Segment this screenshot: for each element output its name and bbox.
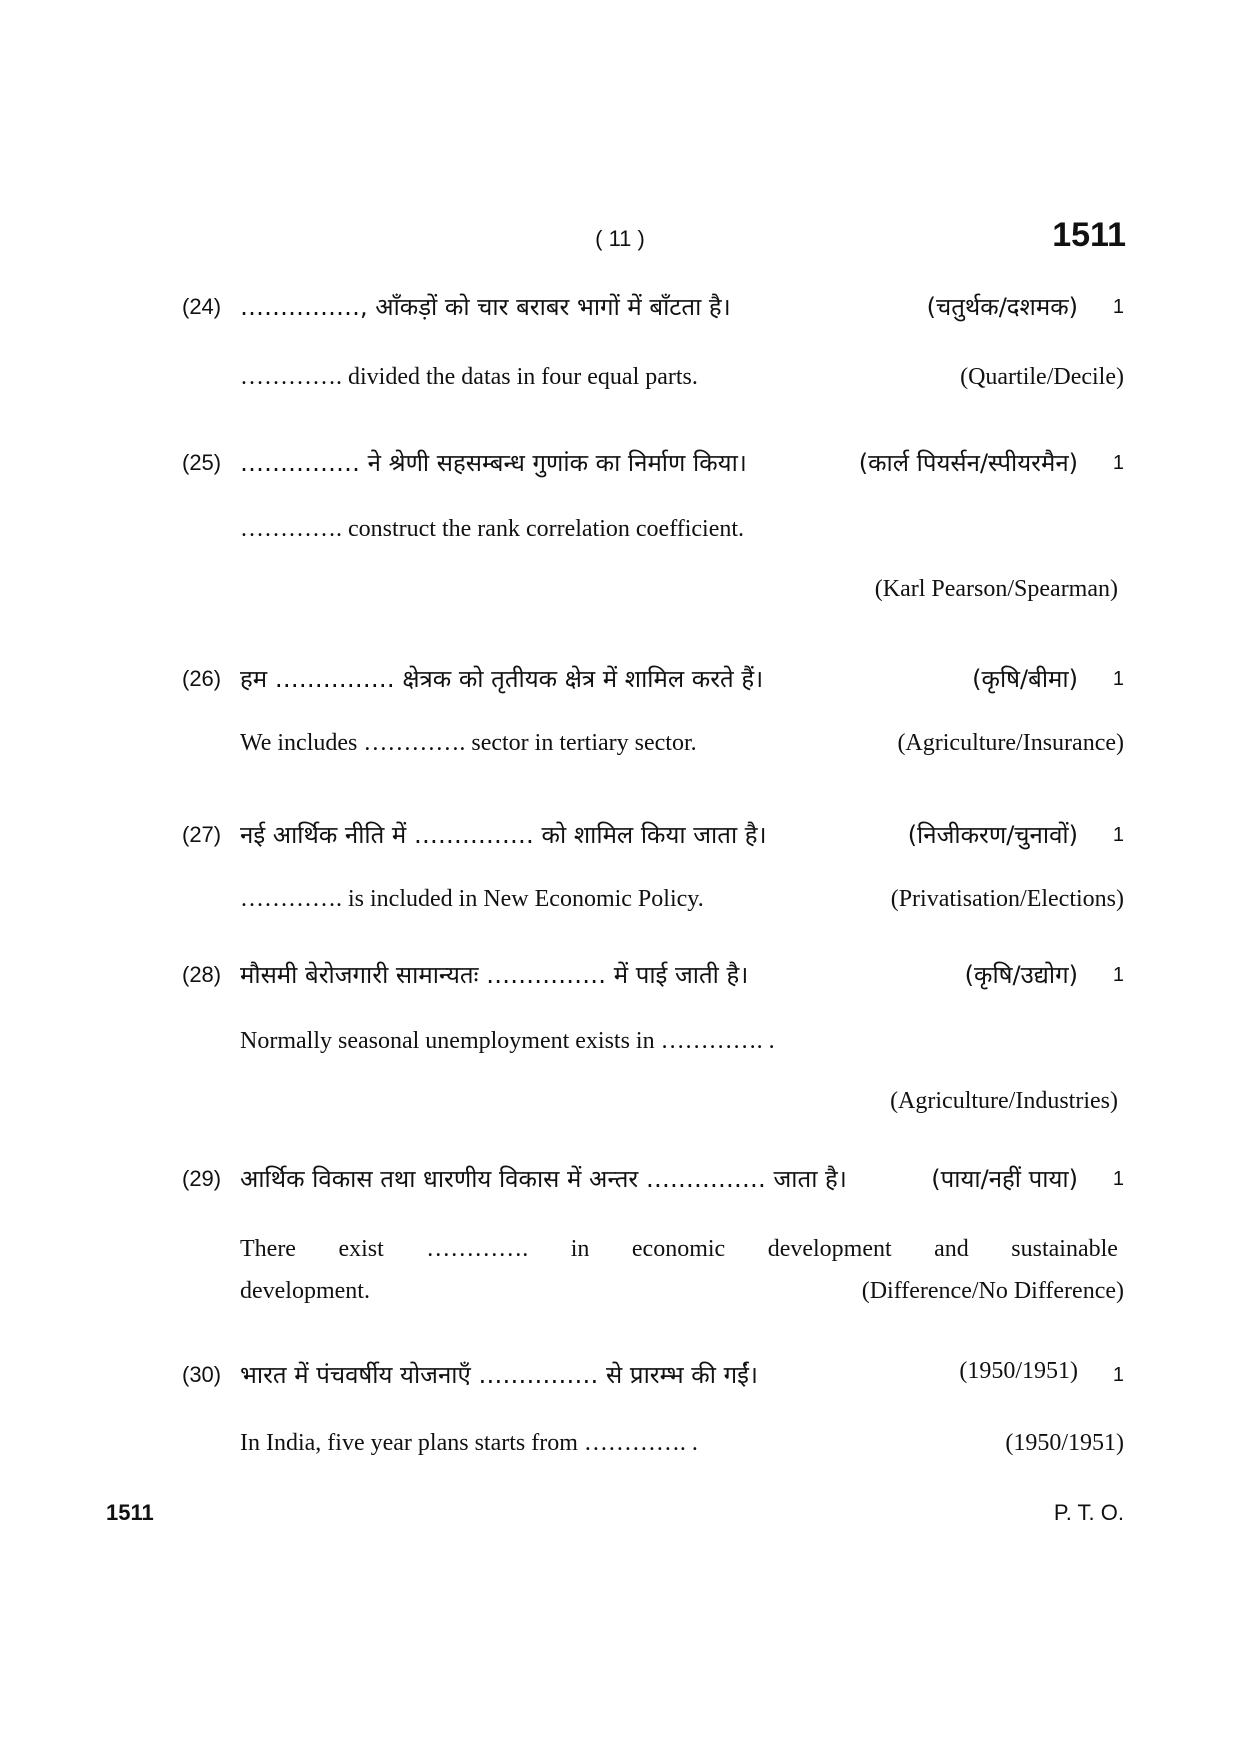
english-word: exist xyxy=(338,1236,384,1262)
question-hindi: मौसमी बेरोजगारी सामान्यतः …………… में पाई जाती है। xyxy=(240,961,749,989)
question-hindi: हम …………… क्षेत्रक को तृतीयक क्षेत्र में शामिल करते हैं। xyxy=(240,665,764,693)
question-hindi: ……………, आँकड़ों को चार बराबर भागों में बाँटता है। xyxy=(240,293,731,321)
paper-code-bottom: 1511 xyxy=(106,1500,154,1525)
english-options: (Agriculture/Industries) xyxy=(890,1088,1118,1114)
english-word: development xyxy=(767,1236,892,1262)
question-hindi: आर्थिक विकास तथा धारणीय विकास में अन्तर …………… जाता है। xyxy=(240,1165,847,1193)
page-number: ( 11 ) xyxy=(595,226,645,251)
question-english-line2: development. xyxy=(240,1278,370,1304)
hindi-options: (कृषि/बीमा) xyxy=(972,665,1078,693)
hindi-options: (1950/1951) xyxy=(959,1358,1078,1384)
question-hindi: नई आर्थिक नीति में …………… को शामिल किया जाता है। xyxy=(240,821,767,849)
english-options: (Quartile/Decile) xyxy=(960,364,1124,390)
english-options: (Karl Pearson/Spearman) xyxy=(874,576,1118,602)
paper-code-top: 1511 xyxy=(1052,216,1126,254)
question-number: (29) xyxy=(182,1166,222,1191)
question-english: …………. construct the rank correlation coefficient. xyxy=(240,516,745,542)
question-english: …………. divided the datas in four equal parts. xyxy=(240,364,698,390)
question-number: (27) xyxy=(182,822,222,847)
hindi-options: (कार्ल पियर्सन/स्पीयरमैन) xyxy=(858,449,1078,477)
hindi-options: (निजीकरण/चुनावों) xyxy=(907,821,1078,849)
marks: 1 xyxy=(1112,452,1124,474)
pto-label: P. T. O. xyxy=(1053,1500,1124,1525)
question-english: Normally seasonal unemployment exists in …………. . xyxy=(240,1028,775,1054)
english-options: (Difference/No Difference) xyxy=(861,1278,1124,1304)
question-hindi: भारत में पंचवर्षीय योजनाएँ …………… से प्रारम्भ की गईं। xyxy=(240,1361,758,1389)
question-number: (25) xyxy=(182,450,222,475)
english-options: (Privatisation/Elections) xyxy=(890,886,1124,912)
marks: 1 xyxy=(1112,1364,1124,1386)
hindi-options: (चतुर्थक/दशमक) xyxy=(926,293,1078,321)
question-english: We includes …………. sector in tertiary sector. xyxy=(240,730,697,756)
english-word: There xyxy=(240,1236,296,1262)
marks: 1 xyxy=(1112,1168,1124,1190)
question-number: (24) xyxy=(182,294,222,319)
question-english: …………. is included in New Economic Policy. xyxy=(240,886,704,912)
english-word: sustainable xyxy=(1011,1236,1118,1262)
question-english: In India, five year plans starts from …………. . xyxy=(240,1430,698,1456)
question-hindi: …………… ने श्रेणी सहसम्बन्ध गुणांक का निर्माण किया। xyxy=(240,449,747,477)
english-word: economic xyxy=(631,1236,726,1262)
hindi-options: (कृषि/उद्योग) xyxy=(964,961,1078,989)
question-number: (28) xyxy=(182,962,222,987)
english-options: (1950/1951) xyxy=(1005,1430,1124,1456)
question-number: (30) xyxy=(182,1362,222,1387)
marks: 1 xyxy=(1112,296,1124,318)
hindi-options: (पाया/नहीं पाया) xyxy=(931,1165,1078,1193)
marks: 1 xyxy=(1112,964,1124,986)
english-word: …………. xyxy=(426,1236,529,1262)
english-word: and xyxy=(934,1236,969,1262)
question-english-line1 xyxy=(240,1236,1118,1263)
english-word: in xyxy=(570,1236,590,1262)
question-number: (26) xyxy=(182,666,222,691)
marks: 1 xyxy=(1112,668,1124,690)
marks: 1 xyxy=(1112,824,1124,846)
english-options: (Agriculture/Insurance) xyxy=(897,730,1124,756)
